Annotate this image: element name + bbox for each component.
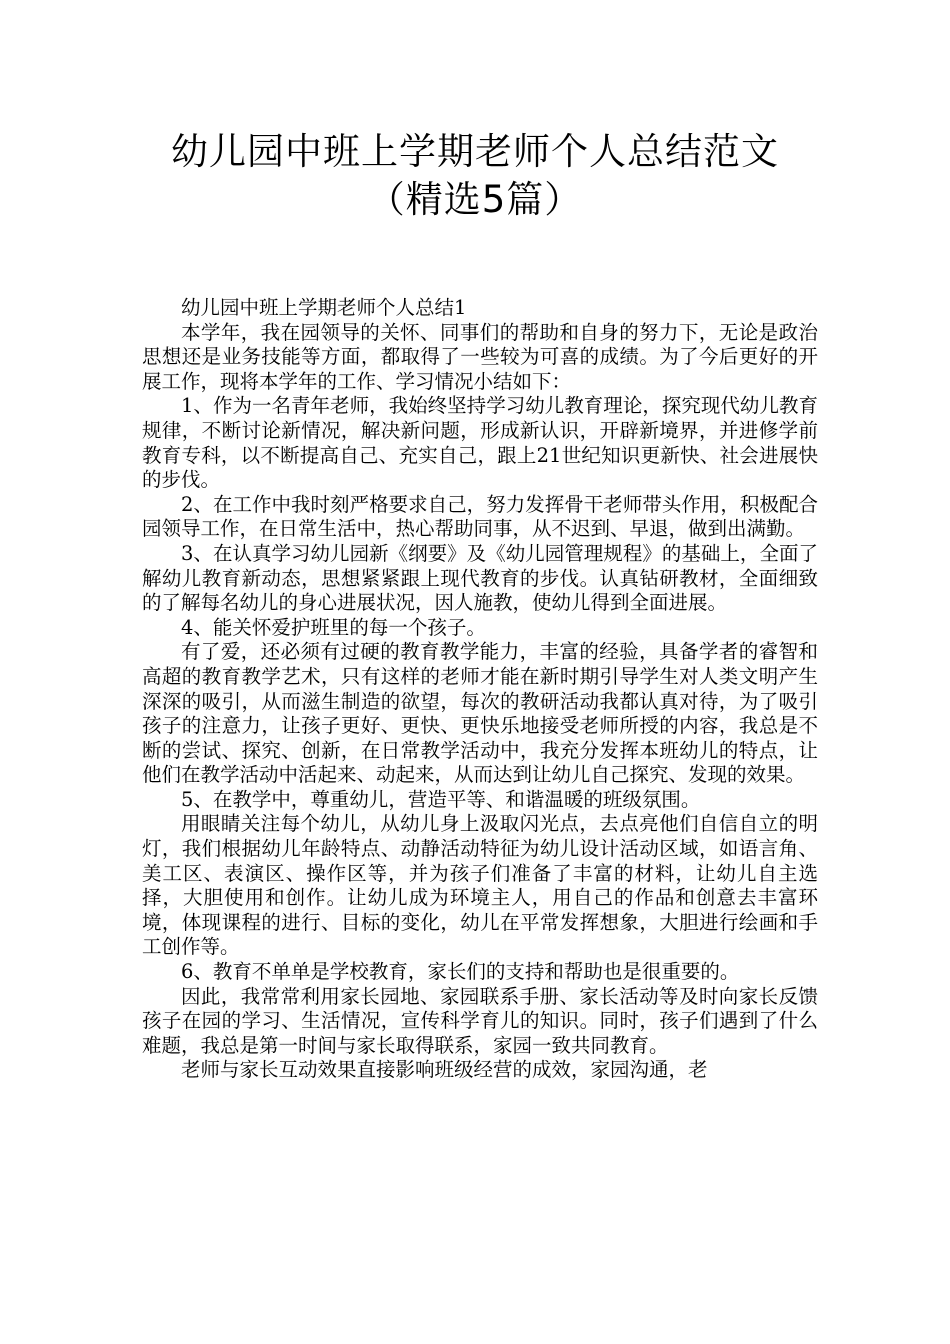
paragraph-point-2: 2、在工作中我时刻严格要求自己，努力发挥骨干老师带头作用，积极配合园领导工作，在日常生活中，热心帮助同事，从不迟到、早退，做到出满勤。 bbox=[142, 492, 818, 541]
paragraph-point-6: 6、教育不单单是学校教育，家长们的支持和帮助也是很重要的。 bbox=[181, 960, 740, 984]
paragraph-point-5: 5、在教学中，尊重幼儿，营造平等、和谐温暖的班级氛围。 bbox=[181, 787, 701, 811]
title-line-2: （精选5篇） bbox=[367, 178, 583, 221]
document-body bbox=[142, 296, 818, 1083]
paragraph-point-5-detail: 用眼睛关注每个幼儿，从幼儿身上汲取闪光点，去点亮他们自信自立的明灯，我们根据幼儿年龄特点、动静活动特征为幼儿设计活动区域，如语言角、美工区、表演区、操作区等，并为孩子们准备了丰富的材料，让幼儿自主选择，大胆使用和创作。让幼儿成为环境主人，用自己的作品和创意去丰富环境，体现课程的进行、目标的变化，幼儿在平常发挥想象，大胆进行绘画和手工创作等。 bbox=[142, 812, 818, 959]
paragraph-continued: 老师与家长互动效果直接影响班级经营的成效，家园沟通，老 bbox=[181, 1058, 708, 1082]
title-line-1: 幼儿园中班上学期老师个人总结范文 bbox=[171, 130, 779, 173]
paragraph-point-6-detail: 因此，我常常利用家长园地、家园联系手册、家长活动等及时向家长反馈孩子在园的学习、生活情况，宣传科学育儿的知识。同时，孩子们遇到了什么难题，我总是第一时间与家长取得联系，家园一致共同教育。 bbox=[142, 984, 818, 1057]
paragraph-point-4-detail: 有了爱，还必须有过硬的教育教学能力，丰富的经验，具备学者的睿智和高超的教育教学艺术，只有这样的老师才能在新时期引导学生对人类文明产生深深的吸引，从而滋生制造的欲望，每次的教研活动我都认真对待，为了吸引孩子的注意力，让孩子更好、更快、更快乐地接受老师所授的内容，我总是不断的尝试、探究、创新，在日常教学活动中，我充分发挥本班幼儿的特点，让他们在教学活动中活起来、动起来，从而达到让幼儿自己探究、发现的效果。 bbox=[142, 640, 818, 787]
paragraph-point-1: 1、作为一名青年老师，我始终坚持学习幼儿教育理论，探究现代幼儿教育规律，不断讨论新情况，解决新问题，形成新认识，开辟新境界，并进修学前教育专科，以不断提高自己、充实自己，跟上21世纪知识更新快、社会进展快的步伐。 bbox=[142, 394, 818, 492]
paragraph-point-3: 3、在认真学习幼儿园新《纲要》及《幼儿园管理规程》的基础上，全面了解幼儿教育新动态，思想紧紧跟上现代教育的步伐。认真钻研教材，全面细致的了解每名幼儿的身心进展状况，因人施教，使幼儿得到全面进展。 bbox=[142, 541, 818, 615]
section-heading: 幼儿园中班上学期老师个人总结1 bbox=[181, 296, 467, 319]
paragraph-point-4: 4、能关怀爱护班里的每一个孩子。 bbox=[181, 615, 486, 639]
paragraph-intro: 本学年，我在园领导的关怀、同事们的帮助和自身的努力下，无论是政治思想还是业务技能等方面，都取得了一些较为可喜的成绩。为了今后更好的开展工作，现将本学年的工作、学习情况小结如下： bbox=[142, 320, 818, 393]
document-title bbox=[0, 128, 950, 224]
